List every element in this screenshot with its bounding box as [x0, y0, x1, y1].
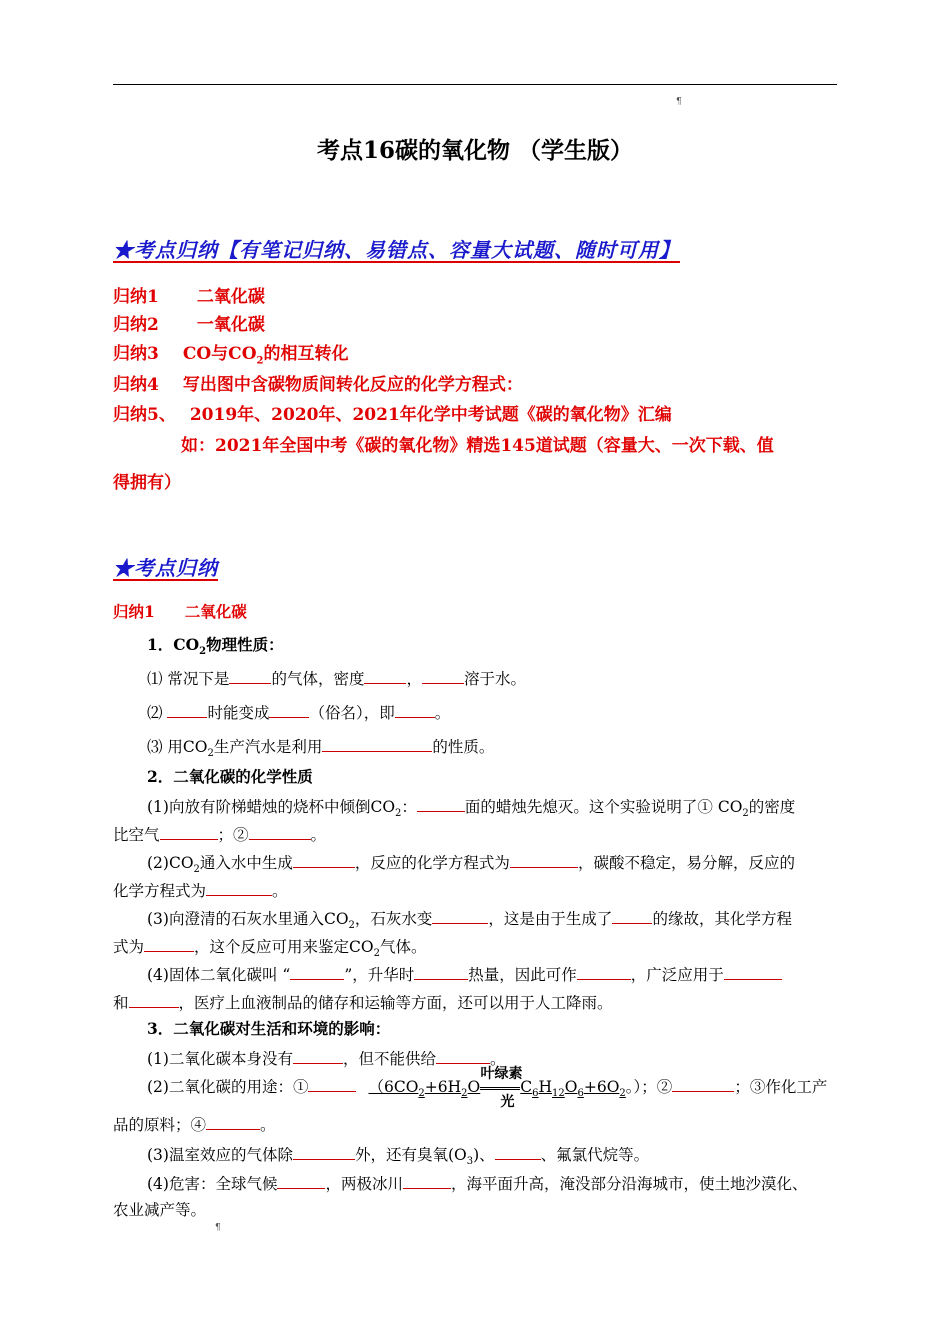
s3-p2 [147, 1066, 828, 1110]
answer-blank[interactable] [293, 1048, 343, 1064]
text: ，这个反应可用来鉴定CO [194, 938, 374, 956]
text: ，碳酸不稳定，易分解，反应的 [577, 854, 795, 872]
text: ，石灰水变 [354, 910, 433, 928]
section-label: 归纳1 [113, 602, 155, 621]
answer-blank[interactable] [612, 908, 652, 924]
summary-item-5 [113, 405, 672, 425]
s2-p2-cont [113, 880, 288, 901]
s3-p3 [147, 1144, 649, 1168]
s2-p3-cont [113, 936, 426, 960]
summary-item-1 [113, 287, 265, 307]
summary-text: 二氧化碳 [196, 287, 265, 307]
text: (3)温室效应的气体除 [147, 1146, 293, 1164]
text: (2)二氧化碳的用途：① [147, 1078, 309, 1096]
text: 的密度 [748, 798, 796, 816]
text: 。 [272, 882, 288, 900]
s2-heading: 2．二氧化碳的化学性质 [147, 767, 313, 786]
s2-p1 [147, 796, 795, 820]
banner-summary: ★考点归纳【有笔记归纳、易错点、容量大试题、随时可用】 [113, 238, 680, 262]
text: 。 [310, 826, 327, 844]
answer-blank[interactable] [577, 964, 631, 980]
answer-blank[interactable] [364, 668, 406, 684]
text: ；③作化工产 [734, 1078, 828, 1096]
answer-blank[interactable] [293, 852, 355, 868]
s3-p4-cont: 农业减产等。 [113, 1201, 207, 1219]
answer-blank[interactable] [206, 880, 272, 896]
subscript: 2 [373, 948, 380, 960]
text: 品的原料；④ [113, 1116, 207, 1134]
text: ⑶ 用CO [147, 738, 208, 756]
answer-blank[interactable] [293, 1144, 355, 1160]
text: 物理性质： [206, 635, 284, 654]
text: (4)固体二氧化碳叫 “ [147, 966, 291, 984]
text: 。 [489, 1050, 506, 1068]
text: 生产汽水是利用 [213, 738, 323, 756]
s3-p1 [147, 1048, 506, 1069]
text: (2)CO [147, 854, 194, 872]
text: 1．CO [147, 635, 200, 654]
text: 、氟氯代烷等。 [540, 1146, 650, 1164]
reaction-arrow [480, 1087, 520, 1090]
subscript: 12 [552, 1088, 565, 1100]
answer-blank[interactable] [308, 1076, 356, 1092]
summary-label: 归纳1 [113, 287, 159, 307]
text: (4)危害：全球气候 [147, 1175, 278, 1193]
text: 时能变成 [207, 704, 270, 722]
subscript: 6 [532, 1088, 539, 1100]
s2-p4 [147, 964, 782, 985]
summary-item-2 [113, 315, 265, 335]
text: O [564, 1078, 578, 1096]
s1-line-1 [147, 668, 526, 689]
text: ，广泛应用于 [630, 966, 724, 984]
text: 。）；② [625, 1078, 673, 1096]
text: ⑵ [147, 704, 168, 722]
s3-p2-cont [113, 1114, 276, 1135]
s1-line-3 [147, 736, 494, 760]
s1-line-2 [147, 702, 450, 723]
answer-blank[interactable] [422, 668, 464, 684]
answer-blank[interactable] [672, 1076, 734, 1092]
text: ，两极冰川 [325, 1175, 403, 1193]
text: 的气体，密度 [271, 670, 365, 688]
text: ， [406, 670, 422, 688]
text: 。 [434, 704, 451, 722]
answer-blank[interactable] [277, 1173, 325, 1189]
text: 外，还有臭氧(O [354, 1146, 467, 1164]
text: +6O [583, 1078, 620, 1096]
answer-blank[interactable] [432, 908, 488, 924]
summary-text: 写出图中含碳物质间转化反应的化学方程式： [182, 375, 523, 395]
answer-blank[interactable] [495, 1144, 541, 1160]
text: (1)二氧化碳本身没有 [147, 1050, 293, 1068]
text: 比空气 [113, 826, 160, 844]
text: 式为 [113, 938, 145, 956]
subscript: 2 [193, 864, 200, 876]
subscript: 2 [207, 748, 214, 760]
text: )、 [473, 1146, 495, 1164]
subscript: 2 [348, 920, 355, 932]
photosynthesis-equation [368, 1066, 626, 1110]
answer-blank[interactable] [417, 796, 465, 812]
summary-note: 如：2021年全国中考《碳的氧化物》精选145道试题（容量大、一次下载、值 [181, 436, 774, 456]
page-title: 考点16碳的氧化物 （学生版） [316, 137, 633, 164]
text: （6CO [368, 1078, 419, 1096]
text: C [520, 1078, 533, 1096]
answer-blank[interactable] [724, 964, 782, 980]
text: ；② [217, 826, 249, 844]
subscript: 3 [466, 1156, 474, 1168]
summary-text: 一氧化碳 [196, 315, 265, 335]
s2-p1-cont [113, 824, 326, 845]
paragraph-mark: ¶ [215, 1223, 221, 1233]
section-title: 二氧化碳 [184, 602, 247, 621]
text: 和 [113, 994, 129, 1012]
answer-blank[interactable] [167, 702, 207, 718]
text: O [467, 1078, 481, 1096]
subscript: 2 [256, 355, 264, 367]
reaction-condition: 叶绿素 [480, 1066, 523, 1082]
header-rule [113, 84, 837, 85]
text: +6H [424, 1078, 462, 1096]
s2-p3 [147, 908, 792, 932]
text: ，但不能供给 [342, 1050, 436, 1068]
text: 。 [260, 1116, 276, 1134]
answer-blank[interactable] [395, 702, 435, 718]
text: 化学方程式为 [113, 882, 207, 900]
s2-p4-cont [113, 992, 613, 1013]
s1-heading [147, 636, 284, 658]
text: ，海平面升高，淹没部分沿海城市，使土地沙漠化、 [450, 1175, 808, 1193]
text: 热量，因此可作 [468, 966, 577, 984]
answer-blank[interactable] [510, 852, 578, 868]
section-heading [113, 603, 247, 622]
text: ，反应的化学方程式为 [354, 854, 510, 872]
summary-note-cont: 得拥有） [113, 473, 181, 493]
banner-section: ★考点归纳 [113, 556, 218, 580]
summary-item-3 [113, 344, 349, 367]
text: ，医疗上血液制品的储存和运输等方面，还可以用于人工降雨。 [178, 994, 613, 1012]
subscript: 2 [461, 1088, 468, 1100]
text: (1)向放有阶梯蜡烛的烧杯中倾倒CO [147, 798, 396, 816]
text: ”，升华时 [344, 966, 415, 984]
text: ⑴ 常况下是 [147, 670, 230, 688]
subscript: 2 [742, 808, 749, 820]
summary-item-4 [113, 375, 523, 395]
text: ，这是由于生成了 [488, 910, 613, 928]
text: (3)向澄清的石灰水里通入CO [147, 910, 349, 928]
summary-text: CO与CO [182, 344, 257, 364]
text: 的性质。 [432, 738, 495, 756]
text: 通入水中生成 [199, 854, 293, 872]
summary-text: 2019年、2020年、2021年化学中考试题《碳的氧化物》汇编 [189, 405, 672, 425]
subscript: 2 [418, 1088, 425, 1100]
answer-blank[interactable] [403, 1173, 451, 1189]
subscript: 2 [619, 1088, 626, 1100]
reaction-condition: 光 [500, 1094, 515, 1110]
text: 的缘故，其化学方程 [652, 910, 792, 928]
summary-label: 归纳2 [113, 315, 159, 335]
text: ： [401, 798, 417, 816]
summary-label: 归纳3 [113, 344, 159, 364]
answer-blank[interactable] [436, 1048, 490, 1064]
answer-blank[interactable] [206, 1114, 260, 1130]
answer-blank[interactable] [129, 992, 179, 1008]
answer-blank[interactable] [269, 702, 309, 718]
answer-blank[interactable] [249, 824, 311, 840]
answer-blank[interactable] [229, 668, 271, 684]
text: （俗名），即 [309, 704, 395, 722]
text: 溶于水。 [463, 670, 526, 688]
s2-p2 [147, 852, 795, 876]
text: H [538, 1078, 553, 1096]
answer-blank[interactable] [322, 736, 432, 752]
answer-blank[interactable] [290, 964, 344, 980]
summary-label: 归纳4 [113, 375, 159, 395]
s3-p4 [147, 1173, 808, 1194]
subscript: 2 [199, 646, 207, 658]
s3-heading: 3．二氧化碳对生活和环境的影响： [147, 1019, 391, 1038]
answer-blank[interactable] [144, 936, 194, 952]
subscript: 2 [395, 808, 402, 820]
summary-label: 归纳5、 [113, 405, 176, 425]
text: 气体。 [379, 938, 427, 956]
text: 面的蜡烛先熄灭。这个实验说明了① CO [464, 798, 743, 816]
summary-text: 的相互转化 [263, 344, 349, 364]
paragraph-mark: ¶ [676, 97, 682, 107]
answer-blank[interactable] [414, 964, 468, 980]
answer-blank[interactable] [160, 824, 218, 840]
subscript: 6 [577, 1088, 584, 1100]
